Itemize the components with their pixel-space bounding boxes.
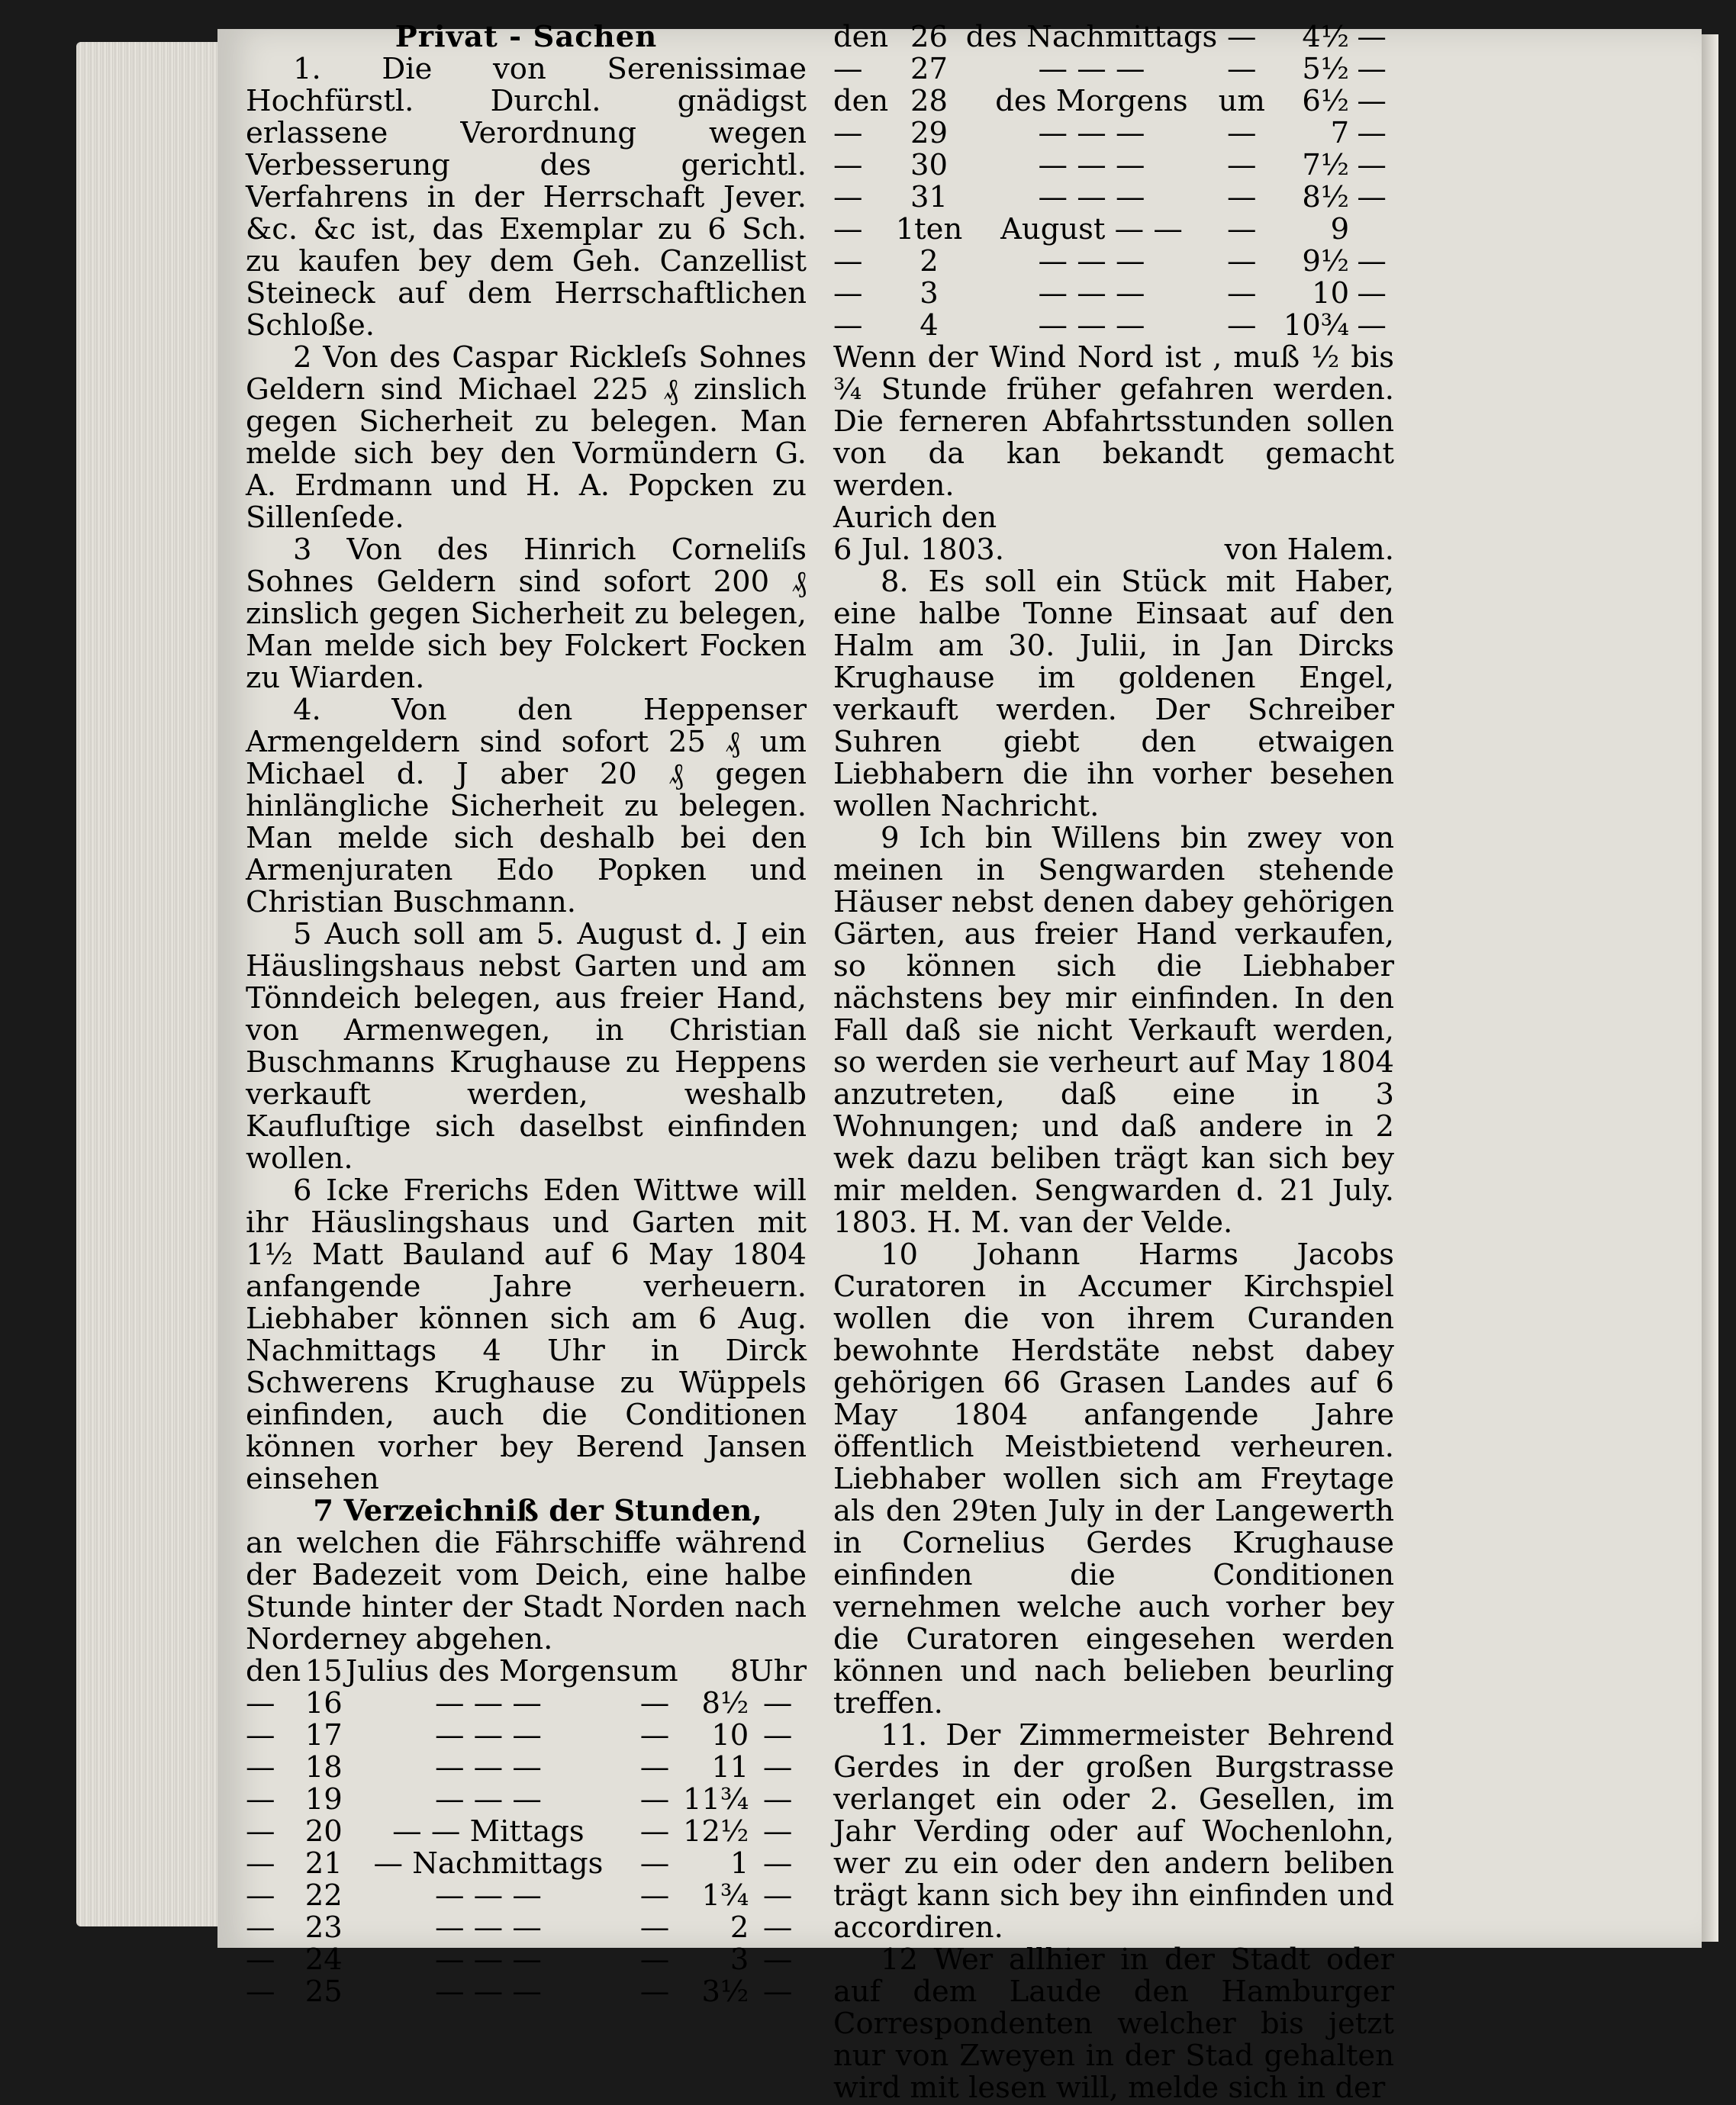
schedule-cell-time-of-day: — — — — [1038, 276, 1145, 311]
schedule-cell-time-of-day: des Morgens — [995, 84, 1188, 118]
schedule-row — [246, 1848, 807, 1880]
schedule-cell-day-prefix: — — [833, 116, 863, 150]
schedule-cell-day-prefix: den — [246, 1654, 301, 1688]
notice-6: 6 Icke Frerichs Eden Wittwe will ihr Häuslingshaus und Garten mit 1½ Matt Bauland auf 6 May 1804 anfangende Jahre verheuern. Liebhaber können sich am 6 Aug. Nachmittags 4 Uhr in Dirck Schwerens Krughause zu Wüppels einfinden, auch die Conditionen können vorher bey Berend Jansen einsehen — [246, 1173, 807, 1496]
schedule-cell-unit: — — [762, 1878, 793, 1913]
schedule-cell-unit: — — [1357, 148, 1387, 182]
schedule-cell-time-of-day: — — — — [434, 1942, 542, 1977]
schedule-row — [246, 1944, 807, 1976]
schedule-cell-day-number: 22 — [304, 1878, 343, 1913]
schedule-cell-hour: 3½ — [701, 1975, 749, 2009]
schedule-cell-unit: — — [1357, 244, 1387, 278]
schedule-cell-time-of-day: — — — — [434, 1975, 542, 2009]
schedule-cell-day-number: 19 — [304, 1782, 343, 1817]
schedule-cell-day-number: 25 — [304, 1975, 343, 2009]
schedule-cell-day-prefix: — — [246, 1686, 275, 1720]
schedule-cell-unit: — — [762, 1975, 793, 2009]
schedule-row — [833, 182, 1394, 214]
schedule-row — [246, 1816, 807, 1848]
schedule-cell-hour: 6½ — [1302, 84, 1350, 118]
schedule-cell-hour: 7½ — [1302, 148, 1350, 182]
schedule-cell-day-number: 24 — [304, 1942, 343, 1977]
schedule-cell-time-of-day: — — — — [1038, 148, 1145, 182]
schedule-cell-time-of-day: — — — — [434, 1782, 542, 1817]
schedule-cell-unit — [1349, 214, 1394, 246]
schedule-cell-preposition: — — [639, 1718, 670, 1753]
schedule-row — [246, 1656, 807, 1688]
schedule-cell-preposition: — — [639, 1750, 670, 1785]
schedule-cell-preposition: — — [639, 1686, 670, 1720]
schedule-row — [246, 1976, 807, 2008]
schedule-row — [833, 21, 1394, 53]
schedule-cell-day-prefix: — — [246, 1942, 275, 1977]
schedule-cell-hour: 8 — [730, 1654, 749, 1688]
wind-note-signature: von Halem. — [1224, 533, 1394, 567]
page-header: Privat - Sachen — [395, 20, 658, 54]
notice-2: 2 Von des Caspar Rickleſs Sohnes Geldern sind Michael 225 ₰ zinslich gegen Sicherheit zu belegen. Man melde sich bey den Vormündern G. A. Erdmann und H. A. Popcken zu Sillenſede. — [246, 340, 807, 535]
schedule-row — [833, 214, 1394, 246]
schedule-cell-preposition: — — [639, 1910, 670, 1945]
schedule-cell-preposition: — — [1227, 244, 1257, 278]
schedule-cell-day-number: 2 — [920, 244, 939, 278]
schedule-cell-time-of-day: — — — — [434, 1718, 542, 1753]
schedule-cell-preposition: — — [1227, 276, 1257, 311]
schedule-cell-time-of-day: Julius des Morgens — [345, 1654, 631, 1688]
schedule-cell-day-prefix: — — [833, 276, 863, 311]
schedule-cell-preposition: — — [639, 1878, 670, 1913]
schedule-heading: 7 Verzeichniß der Stunden, — [313, 1494, 762, 1528]
schedule-row — [833, 310, 1394, 342]
schedule-cell-day-prefix: — — [246, 1750, 275, 1785]
schedule-cell-time-of-day: — — — — [434, 1910, 542, 1945]
schedule-cell-day-prefix: — — [833, 180, 863, 214]
schedule-cell-hour: 12½ — [683, 1814, 749, 1849]
schedule-row — [833, 117, 1394, 150]
notice-11: 11. Der Zimmermeister Behrend Gerdes in der großen Burgstrasse verlanget ein oder 2. Gesellen, im Jahr Verding oder auf Wochenlohn, wer zu ein oder den andern beliben trägt kann sich bey ihn einfinden und accordiren. — [833, 1718, 1394, 1945]
schedule-cell-day-number: 29 — [910, 116, 948, 150]
schedule-row — [246, 1912, 807, 1944]
schedule-cell-day-prefix: — — [246, 1878, 275, 1913]
schedule-cell-preposition: — — [639, 1975, 670, 2009]
schedule-row — [833, 246, 1394, 278]
schedule-cell-preposition: um — [1218, 84, 1265, 118]
schedule-cell-time-of-day: — — — — [1038, 180, 1145, 214]
schedule-cell-preposition: — — [1227, 52, 1257, 86]
schedule-cell-day-prefix: — — [833, 244, 863, 278]
wind-note-signature-line — [833, 502, 1394, 534]
page-binding-edge — [1702, 34, 1718, 1942]
notice-3: 3 Von des Hinrich Corneliſs Sohnes Geldern sind sofort 200 ₰ zinslich gegen Sicherheit zu belegen, Man melde sich bey Folckert Focken zu Wiarden. — [246, 533, 807, 695]
schedule-cell-unit: — — [762, 1910, 793, 1945]
schedule-cell-unit: — — [1357, 20, 1387, 54]
schedule-cell-hour: 10¾ — [1283, 308, 1350, 343]
schedule-row — [833, 278, 1394, 310]
schedule-cell-time-of-day: — Nachmittags — [373, 1846, 604, 1881]
notice-4: 4. Von den Heppenser Armengeldern sind sofort 25 ₰ um Michael d. J aber 20 ₰ gegen hinlängliche Sicherheit zu belegen. Man melde sich deshalb bei den Armenjuraten Edo Popken und Christian Buschmann. — [246, 693, 807, 919]
schedule-cell-time-of-day: — — Mittags — [392, 1814, 585, 1849]
notice-5: 5 Auch soll am 5. August d. J ein Häuslingshaus nebst Garten und am Tönndeich belegen, aus freier Hand, von Armenwegen, in Christian Buschmanns Krughause zu Heppens verkauft werden, weshalb Kaufluſtige sich daselbst einfinden wollen. — [246, 917, 807, 1176]
schedule-cell-unit: — — [762, 1686, 793, 1720]
schedule-cell-time-of-day: — — — — [1038, 116, 1145, 150]
schedule-cell-unit: — — [1357, 180, 1387, 214]
schedule-table-right — [833, 21, 1394, 342]
schedule-cell-hour: 5½ — [1302, 52, 1350, 86]
schedule-row — [246, 1752, 807, 1784]
schedule-cell-preposition: — — [1227, 180, 1257, 214]
schedule-cell-time-of-day: — — — — [1038, 308, 1145, 343]
schedule-cell-time-of-day: August — — — [1000, 212, 1183, 246]
schedule-cell-day-number: 27 — [910, 52, 948, 86]
schedule-row — [246, 1880, 807, 1912]
schedule-cell-day-number: 23 — [304, 1910, 343, 1945]
schedule-cell-preposition: — — [1227, 20, 1257, 54]
schedule-cell-day-number: 15 — [304, 1654, 343, 1688]
schedule-cell-day-number: 28 — [910, 84, 948, 118]
schedule-cell-day-prefix: — — [833, 148, 863, 182]
schedule-cell-unit: — — [762, 1814, 793, 1849]
schedule-cell-day-prefix: — — [246, 1814, 275, 1849]
schedule-cell-day-number: 1ten — [895, 212, 963, 246]
schedule-cell-time-of-day: — — — — [434, 1878, 542, 1913]
schedule-cell-preposition: — — [1227, 116, 1257, 150]
schedule-cell-hour: 3 — [730, 1942, 749, 1977]
schedule-cell-day-number: 26 — [910, 20, 948, 54]
schedule-cell-hour: 10 — [711, 1718, 749, 1753]
schedule-cell-unit: — — [762, 1750, 793, 1785]
schedule-cell-preposition: — — [1227, 148, 1257, 182]
schedule-cell-day-number: 31 — [910, 180, 948, 214]
schedule-cell-unit: Uhr — [749, 1654, 807, 1688]
schedule-cell-unit: — — [762, 1782, 793, 1817]
schedule-cell-preposition: — — [639, 1814, 670, 1849]
schedule-cell-unit: — — [762, 1718, 793, 1753]
schedule-cell-day-prefix: — — [246, 1718, 275, 1753]
schedule-cell-day-number: 17 — [304, 1718, 343, 1753]
wind-note-date-line — [833, 534, 1394, 566]
schedule-cell-hour: 9 — [1330, 212, 1350, 246]
schedule-cell-hour: 4½ — [1302, 20, 1350, 54]
schedule-cell-preposition: — — [639, 1846, 670, 1881]
schedule-cell-unit: — — [1357, 84, 1387, 118]
schedule-cell-day-prefix: — — [246, 1910, 275, 1945]
schedule-cell-hour: 11 — [711, 1750, 749, 1785]
schedule-cell-day-number: 21 — [304, 1846, 343, 1881]
notice-8: 8. Es soll ein Stück mit Haber, eine halbe Tonne Einsaat auf den Halm am 30. Julii, in Jan Dircks Krughause im goldenen Engel, verkauft werden. Der Schreiber Suhren giebt den etwaigen Liebhabern die ihn vorher besehen wollen Nachricht. — [833, 565, 1394, 823]
schedule-cell-day-prefix: den — [833, 84, 889, 118]
schedule-cell-unit: — — [1357, 116, 1387, 150]
wind-note: Wenn der Wind Nord ist , muß ½ bis ¾ Stunde früher gefahren werden. Die ferneren Abfahrtsstunden sollen von da kan bekandt gemacht werden. — [833, 340, 1394, 503]
notice-1: 1. Die von Serenissimae Hochfürstl. Durchl. gnädigst erlassene Verordnung wegen Verbesserung des gerichtl. Verfahrens in der Herrschaft Jever. &c. &c ist, das Exemplar zu 6 Sch. zu kaufen bey dem Geh. Canzellist Steineck auf dem Herrschaftlichen Schloße. — [246, 52, 807, 343]
schedule-cell-preposition: — — [1227, 212, 1257, 246]
schedule-cell-time-of-day: — — — — [1038, 244, 1145, 278]
schedule-cell-preposition: um — [631, 1654, 678, 1688]
schedule-row — [246, 1688, 807, 1720]
schedule-cell-hour: 10 — [1312, 276, 1350, 311]
schedule-cell-preposition: — — [1227, 308, 1257, 343]
left-column — [246, 21, 807, 2008]
schedule-cell-day-number: 3 — [920, 276, 939, 311]
schedule-cell-day-prefix: — — [246, 1782, 275, 1817]
right-column — [833, 21, 1394, 2104]
schedule-cell-time-of-day: — — — — [434, 1686, 542, 1720]
schedule-cell-unit: — — [762, 1846, 793, 1881]
schedule-cell-day-number: 30 — [910, 148, 948, 182]
schedule-row — [833, 53, 1394, 85]
schedule-row — [833, 150, 1394, 182]
schedule-intro: an welchen die Fährschiffe während der Badezeit vom Deich, eine halbe Stunde hinter der Stadt Norden nach Norderney abgehen. — [246, 1526, 807, 1656]
book-page-edges — [76, 42, 221, 1926]
schedule-cell-day-number: 4 — [920, 308, 939, 343]
schedule-cell-day-prefix: den — [833, 20, 889, 54]
notice-9: 9 Ich bin Willens bin zwey von meinen in Sengwarden stehende Häuser nebst denen dabey gehörigen Gärten, aus freier Hand verkaufen, so können sich die Liebhaber nächstens bey mir einfinden. In den Fall daß sie nicht Verkauft werden, so werden sie verheurt auf May 1804 anzutreten, daß eine in 3 Wohnungen; und daß andere in 2 wek dazu beliben trägt kan sich bey mir melden. Sengwarden d. 21 July. 1803. H. M. van der Velde. — [833, 821, 1394, 1240]
notice-12: 12 Wer allhier in der Stadt oder auf dem Laude den Hamburger Correspondenten welcher bis jetzt nur von Zweyen in der Stad gehalten wird mit lesen will, melde sich in der — [833, 1942, 1394, 2105]
wind-note-place: Aurich den — [833, 501, 997, 535]
schedule-cell-unit: — — [1357, 52, 1387, 86]
schedule-cell-unit: — — [762, 1942, 793, 1977]
schedule-cell-time-of-day: — — — — [1038, 52, 1145, 86]
schedule-cell-hour: 11¾ — [683, 1782, 749, 1817]
schedule-row — [833, 85, 1394, 117]
schedule-cell-day-prefix: — — [246, 1846, 275, 1881]
schedule-cell-day-prefix: — — [833, 212, 863, 246]
schedule-cell-day-prefix: — — [246, 1975, 275, 2009]
schedule-cell-hour: 1¾ — [701, 1878, 749, 1913]
schedule-cell-time-of-day: — — — — [434, 1750, 542, 1785]
schedule-cell-hour: 9½ — [1302, 244, 1350, 278]
schedule-cell-day-number: 20 — [304, 1814, 343, 1849]
notice-10: 10 Johann Harms Jacobs Curatoren in Accumer Kirchspiel wollen die von ihrem Curanden bewohnte Herdstäte nebst dabey gehörigen 66 Grasen Landes auf 6 May 1804 anfangende Jahre öffentlich Meistbietend verheuren. Liebhaber wollen sich am Freytage als den 29ten July in der Langewerth in Cornelius Gerdes Krughause einfinden die Conditionen vernehmen welche auch vorher bey die Curatoren eingesehen werden können und nach belieben beurling treffen. — [833, 1238, 1394, 1720]
schedule-cell-hour: 1 — [730, 1846, 749, 1881]
schedule-cell-day-prefix: — — [833, 52, 863, 86]
schedule-cell-hour: 8½ — [701, 1686, 749, 1720]
schedule-cell-hour: 7 — [1330, 116, 1350, 150]
schedule-cell-time-of-day: des Nachmittags — [965, 20, 1218, 54]
schedule-table-left — [246, 1656, 807, 2008]
schedule-cell-day-prefix: — — [833, 308, 863, 343]
schedule-cell-hour: 2 — [730, 1910, 749, 1945]
schedule-cell-day-number: 16 — [304, 1686, 343, 1720]
schedule-cell-preposition: — — [639, 1942, 670, 1977]
schedule-cell-unit: — — [1357, 276, 1387, 311]
schedule-row — [246, 1720, 807, 1752]
schedule-cell-unit: — — [1357, 308, 1387, 343]
schedule-cell-preposition: — — [639, 1782, 670, 1817]
schedule-row — [246, 1784, 807, 1816]
wind-note-date: 6 Jul. 1803. — [833, 533, 1004, 567]
schedule-cell-hour: 8½ — [1302, 180, 1350, 214]
schedule-cell-day-number: 18 — [304, 1750, 343, 1785]
